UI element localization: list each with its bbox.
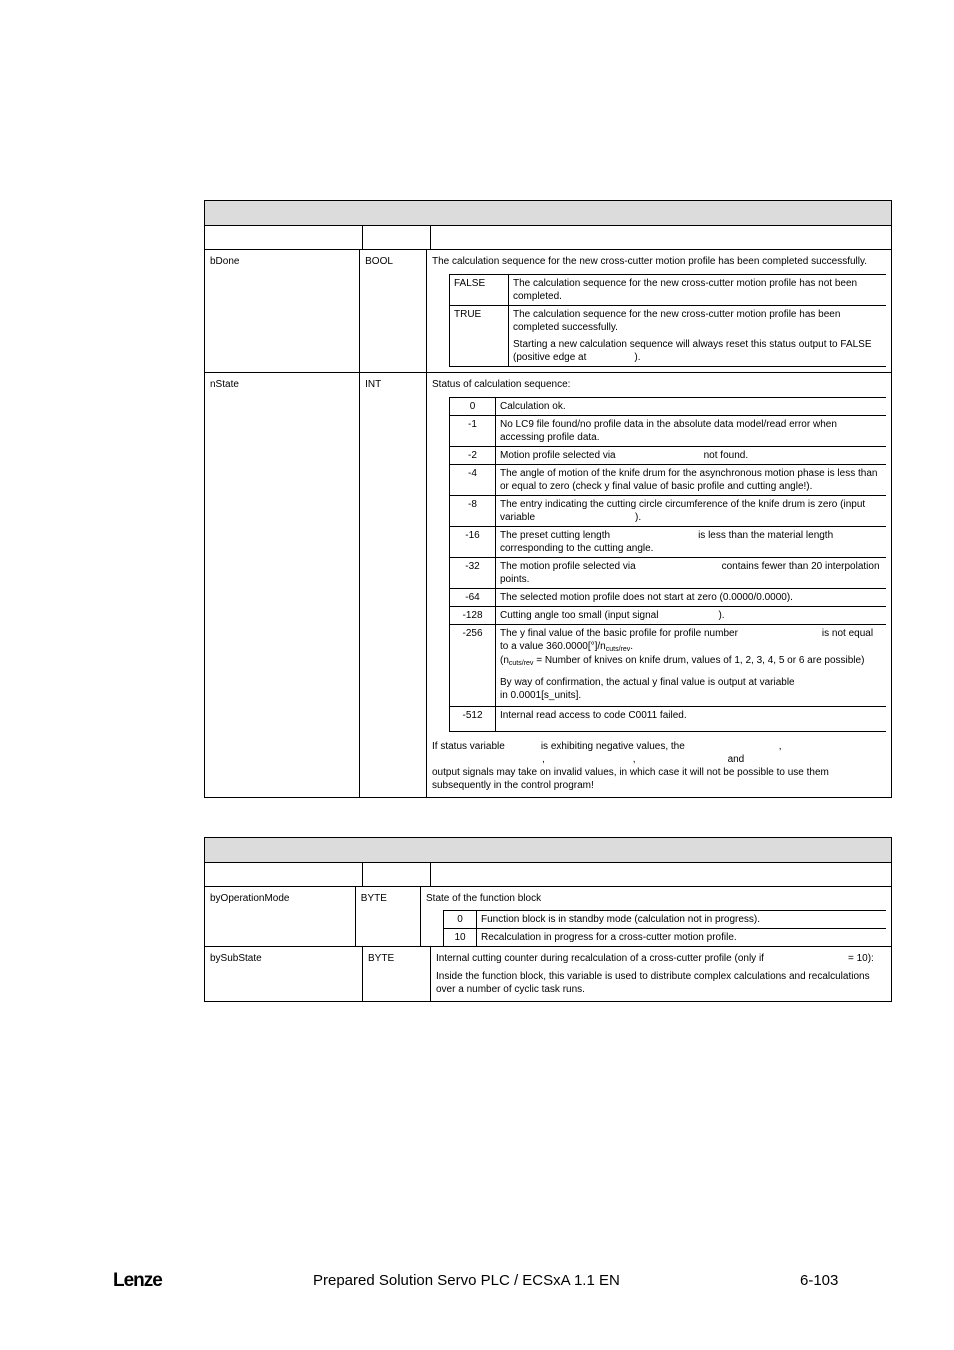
table-header-bar (205, 838, 891, 863)
value-key: FALSE (450, 275, 509, 306)
status-code: -128 (450, 607, 496, 625)
variable-description (427, 373, 891, 797)
status-row (450, 447, 887, 465)
text-part: The entry indicating the cutting circle circumference of the knife drum is zero (input variable (500, 499, 866, 523)
status-row (450, 416, 887, 447)
text-part: Internal cutting counter during recalculation of a cross-cutter profile (only if (436, 953, 764, 964)
value-key: TRUE (450, 306, 509, 367)
value-table (443, 910, 886, 946)
status-text: Internal read access to code C0011 failed. (496, 707, 887, 732)
variable-description (427, 250, 891, 372)
subscript: cuts/rev (508, 660, 534, 667)
status-text-line (500, 627, 882, 654)
variable-type: BYTE (363, 947, 431, 1001)
text-part: not found. (703, 450, 749, 461)
text-part: ). (635, 512, 642, 523)
text-part: = 10): (847, 953, 874, 964)
note-line (432, 753, 886, 766)
status-row (450, 465, 887, 496)
text-part: and (727, 754, 745, 765)
status-outputs-table (204, 837, 892, 1002)
text-part: (n (500, 655, 509, 666)
variable-type: INT (360, 373, 427, 797)
description-text: Inside the function block, this variable is used to distribute complex calculations and recalculations over a number of cyclic task runs. (436, 971, 870, 995)
value-text-line: The calculation sequence for the new cross-cutter motion profile has been completed successfully. (513, 309, 841, 333)
status-text (496, 447, 887, 465)
status-text (496, 496, 887, 527)
value-row (450, 306, 887, 367)
status-code: -16 (450, 527, 496, 558)
value-row (450, 275, 887, 306)
value-table (449, 274, 886, 367)
status-text (496, 558, 887, 589)
text-part: is exhibiting negative values, the (540, 741, 685, 752)
variable-type: BOOL (360, 250, 427, 372)
status-row (450, 607, 887, 625)
status-code-table (449, 397, 886, 732)
lenze-logo: Lenze (113, 1270, 162, 1291)
status-row (450, 527, 887, 558)
text-part: . (630, 641, 634, 652)
status-text: The angle of motion of the knife drum for the asynchronous motion phase is less than or equal to zero (check y final value of basic profile and cutting angle!). (496, 465, 887, 496)
description-text: State of the function block (426, 893, 542, 904)
description-text (436, 952, 886, 965)
value-text-line (513, 338, 882, 364)
text-part: , (778, 741, 782, 752)
status-code: -8 (450, 496, 496, 527)
page-number: 6-103 (800, 1272, 839, 1289)
text-part: If status variable (432, 741, 505, 752)
table-header-bar (205, 201, 891, 226)
value-key: 0 (444, 911, 477, 929)
text-part: , (632, 754, 636, 765)
column-header-name (205, 863, 363, 886)
status-row (450, 558, 887, 589)
text-part: The preset cutting length (500, 530, 611, 541)
value-text: Recalculation in progress for a cross-cutter motion profile. (477, 929, 887, 947)
text-part: Cutting angle too small (input signal (500, 610, 659, 621)
table-row (205, 947, 891, 1001)
status-row (450, 589, 887, 607)
variable-name: bDone (205, 250, 360, 372)
text-part: is not equal to a value 360.0000[°]/n (500, 628, 874, 652)
value-row (444, 929, 887, 947)
value-row (444, 911, 887, 929)
status-row (450, 496, 887, 527)
column-header-name (205, 226, 363, 249)
status-text (496, 527, 887, 558)
variable-name: bySubState (205, 947, 363, 1001)
description-text: The calculation sequence for the new cross-cutter motion profile has been completed successfully. (432, 256, 868, 267)
status-code: 0 (450, 398, 496, 416)
status-code: -2 (450, 447, 496, 465)
status-text-line (500, 654, 882, 668)
text-part: Motion profile selected via (500, 450, 616, 461)
value-text: The calculation sequence for the new cross-cutter motion profile has not been completed. (509, 275, 887, 306)
value-text: Function block is in standby mode (calculation not in progress). (477, 911, 887, 929)
status-code: -64 (450, 589, 496, 607)
status-text: Calculation ok. (496, 398, 887, 416)
column-header-type (363, 863, 431, 886)
text-part: The y final value of the basic profile for profile number (500, 628, 738, 639)
value-text (509, 306, 887, 367)
description-text: Status of calculation sequence: (432, 379, 571, 390)
value-key: 10 (444, 929, 477, 947)
status-code: -32 (450, 558, 496, 589)
text-part: , (542, 754, 545, 765)
table-row (205, 250, 891, 373)
column-header-row (205, 863, 891, 887)
variable-type: BYTE (356, 887, 421, 946)
table-row (205, 887, 891, 947)
outputs-table (204, 200, 892, 798)
status-code: -512 (450, 707, 496, 732)
status-text: The selected motion profile does not start at zero (0.0000/0.0000). (496, 589, 887, 607)
status-text-line: By way of confirmation, the actual y final value is output at variable (500, 677, 795, 688)
text-part: The motion profile selected via (500, 561, 636, 572)
status-code: -1 (450, 416, 496, 447)
text-part: Starting a new calculation sequence will always reset this status output to FALSE (positive edge at (513, 339, 872, 363)
status-row (450, 625, 887, 707)
subscript: cuts/rev (605, 646, 631, 653)
status-text (496, 625, 887, 707)
text-part: ). (634, 352, 641, 363)
status-code: -256 (450, 625, 496, 707)
note-line: output signals may take on invalid values, in which case it will not be possible to use them subsequently in the control program! (432, 767, 829, 791)
status-text-line: in 0.0001[s_units]. (500, 690, 582, 701)
table-row (205, 373, 891, 797)
variable-name: nState (205, 373, 360, 797)
text-part: is less than the material length corresponding to the cutting angle. (500, 530, 834, 554)
warning-note (432, 740, 886, 792)
status-text (496, 607, 887, 625)
variable-description (431, 947, 891, 1001)
column-header-row (205, 226, 891, 250)
variable-name: byOperationMode (205, 887, 356, 946)
text-part: contains fewer than 20 interpolation points. (500, 561, 880, 585)
column-header-description (431, 863, 891, 886)
column-header-description (431, 226, 891, 249)
status-code: -4 (450, 465, 496, 496)
status-row (450, 398, 887, 416)
status-row (450, 707, 887, 732)
page-footer (0, 1270, 954, 1294)
note-line (432, 740, 886, 753)
variable-description (421, 887, 891, 946)
text-part: = Number of knives on knife drum, values of 1, 2, 3, 4, 5 or 6 are possible) (533, 655, 865, 666)
text-part: ). (718, 610, 725, 621)
column-header-type (363, 226, 431, 249)
status-text: No LC9 file found/no profile data in the absolute data model/read error when accessing profile data. (496, 416, 887, 447)
document-title: Prepared Solution Servo PLC / ECSxA 1.1 EN (313, 1272, 620, 1289)
